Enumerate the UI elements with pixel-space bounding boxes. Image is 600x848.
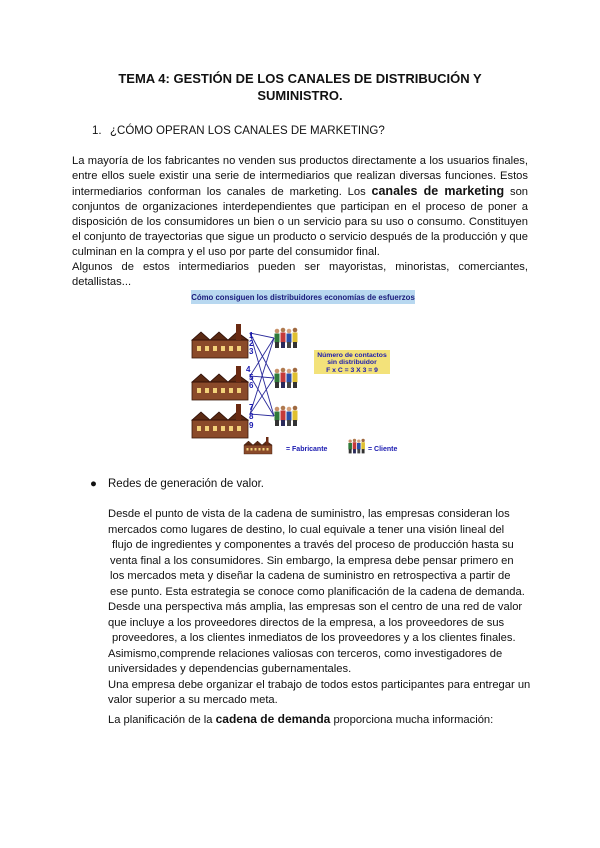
demand-chain-line [108,712,528,729]
bold-term: canales de marketing [371,184,505,198]
body-line: valor superior a su mercado meta. [108,694,278,706]
intro-line: disposición de los consumidores un bien o un servicio para su uso o consumo. Constituyen [72,216,528,228]
body-line: mercados como lugares de destino, lo cual equivale a tener una visión lineal del [108,523,505,536]
intro-line: entre ellos suele existir una serie de intermediarios que realizan diversas funciones. Estos [72,170,528,182]
body-line: Desde una perspectiva más amplia, las empresas son el centro de una red de valor [108,601,523,613]
intro-line: conjuntos de organizaciones interdependientes que participan en el proceso de poner a [72,201,528,213]
contact-number: 9 [249,421,254,430]
bullet-dot: ● [90,478,97,490]
body-line: proveedores, a los clientes inmediatos de los proveedores y a los clientes finales. [112,632,516,644]
section-heading-text: ¿CÓMO OPERAN LOS CANALES DE MARKETING? [110,125,385,137]
body-line: flujo de ingredientes y componentes a través del proceso de producción hasta su [112,539,514,551]
factory-icon [192,366,248,400]
body-line: Asimismo,comprende relaciones valiosas con terceros, como investigadores de [108,647,503,660]
body-line: los mercados meta y diseñar la cadena de suministro en retrospectiva a partir de [110,570,511,582]
contacts-box-line: Número de contactos [317,352,387,359]
intro-line: La mayoría de los fabricantes no venden sus productos directamente a los usuarios finales, [72,155,528,167]
contact-number: 2 [249,339,254,348]
value-network-paragraph [108,507,531,709]
intro-text: intermediarios conforman los canales de marketing. Los [72,186,366,198]
body-text: La planificación de la [108,714,213,726]
intro-line [72,184,528,200]
intro-line: el conjunto de trayectorias que sigue un producto o servicio después de la producción y que [72,231,528,243]
body-text: proporciona mucha información: [333,714,494,726]
clients-icon [275,368,298,388]
bullet-text: Redes de generación de valor. [108,478,264,490]
factory-icon [192,404,248,438]
factory-icon [192,324,248,358]
clients-icon [275,406,298,426]
body-line: ese punto. Esta estrategia se conoce como planificación de la cadena de demanda. [110,585,525,598]
contact-number: 5 [249,373,254,382]
intro-text: son [509,186,529,198]
contact-number: 4 [246,365,251,374]
legend-clients-icon [348,439,365,454]
contact-number: 8 [249,412,254,421]
intro-line: detallistas... [72,276,132,288]
bullet-item [90,478,264,490]
bold-term: cadena de demanda [215,712,331,726]
contact-lines [250,333,274,416]
contact-number: 1 [249,331,254,340]
page-title [80,70,520,104]
intro-paragraph [72,154,528,290]
section-number: 1. [92,125,102,137]
title-line-1: TEMA 4: GESTIÓN DE LOS CANALES DE DISTRIBUCIÓN Y [118,71,482,86]
contact-number: 6 [249,381,254,390]
body-line: universidades y dependencias gubernamentales. [108,663,352,675]
legend-factory: = Fabricante [286,446,328,453]
figure-title: Cómo consiguen los distribuidores economías de esfuerzos [191,293,415,302]
contacts-box-line: F x C = 3 X 3 = 9 [326,367,378,374]
contacts-box-line: sin distribuidor [327,359,377,366]
section-heading [92,125,385,137]
legend-factory-icon [244,437,272,454]
distribution-diagram [178,288,426,466]
legend-client: = Cliente [368,446,398,453]
intro-line: culminan en la compra y el uso por parte del consumidor final. [72,246,380,258]
title-line-2: SUMINISTRO. [257,88,343,103]
contact-number: 7 [249,403,254,412]
clients-icon [275,328,298,348]
body-line: venta final a los consumidores. Sin embargo, la empresa debe pensar primero en [110,554,514,567]
body-line: Desde el punto de vista de la cadena de suministro, las empresas consideran los [108,508,510,520]
body-line: Una empresa debe organizar el trabajo de todos estos participantes para entregar un [108,678,531,691]
intro-line: Algunos de estos intermediarios pueden ser mayoristas, minoristas, comerciantes, [72,261,528,273]
body-line: que incluye a los proveedores directos de la empresa, a los proveedores de sus [108,616,505,629]
contact-number: 3 [249,347,254,356]
